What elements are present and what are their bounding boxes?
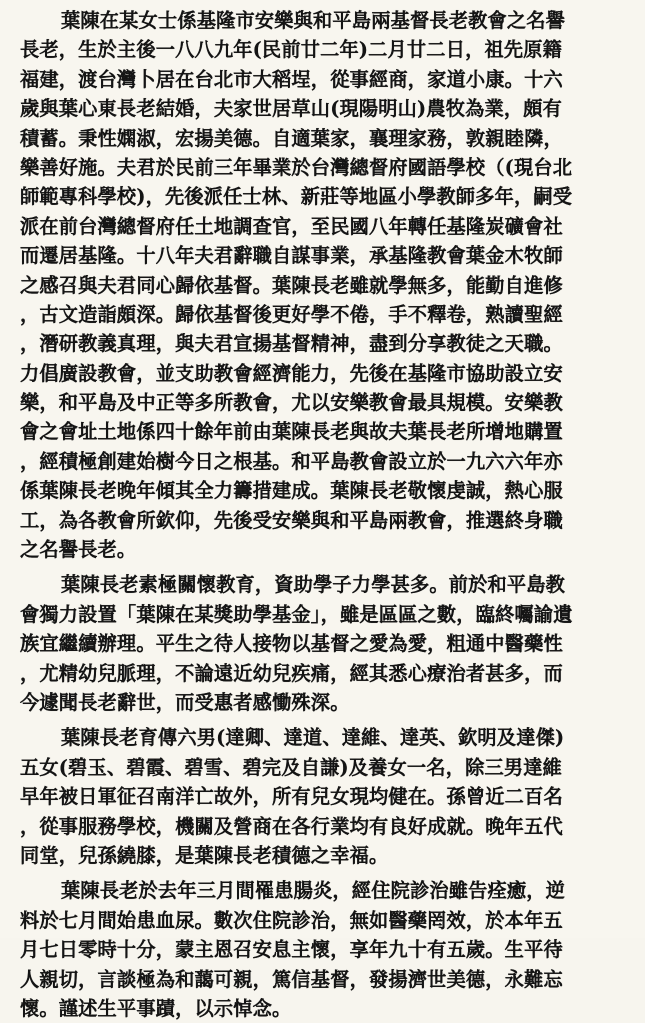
text-line: 早年被日軍征召南洋亡故外，所有兒女現均健在。孫曾近二百名 [20,785,563,809]
text-line: 五女(碧玉、碧霞、碧雪、碧完及自謙)及養女一名，除三男達維 [20,755,563,779]
text-line: 工，為各教會所欽仰，先後受安樂與和平島兩教會，推選終身職 [20,508,563,532]
text-line: 懷。謹述生平事蹟，以示悼念。 [20,996,292,1020]
text-line: 而遷居基隆。十八年夫君辭職自謀事業，承基隆教會葉金木牧師 [20,244,563,268]
paragraph-biography-intro [20,6,631,564]
text-line: 福建，渡台灣卜居在台北市大稻埕，從事經商，家道小康。十六 [20,67,563,91]
text-line: 樂善好施。夫君於民前三年畢業於台灣總督府國語學校（(現台北 [20,155,573,179]
text-line: 之感召與夫君同心歸依基督。葉陳長老雖就學無多，能勤自進修 [20,273,563,297]
biography-text [20,6,631,1023]
text-line: ，從事服務學校，機關及營商在各行業均有良好成就。晚年五代 [20,814,563,838]
paragraph-family [20,723,631,870]
paragraph-education-and-charity [20,570,631,717]
text-line: 葉陳長老素極關懷教育，資助學子力學甚多。前於和平島教 [61,573,566,597]
text-line: 之名譽長老。 [20,538,137,562]
text-line: 料於七月間始患血尿。數次住院診治，無如醫藥罔效，於本年五 [20,908,563,932]
text-line: 長老，生於主後一八八九年(民前廿二年)二月廿二日，祖先原籍 [20,38,563,62]
text-line: 力倡廣設教會，並支助教會經濟能力，先後在基隆市協助設立安 [20,361,563,385]
text-line: ，經積極創建始樹今日之根基。和平島教會設立於一九六六年亦 [20,449,563,473]
text-line: 月七日零時十分，蒙主恩召安息主懷，享年九十有五歲。生平待 [20,938,563,962]
paragraph-passing [20,876,631,1023]
text-line: 葉陳長老育傳六男(達卿、達道、達維、達英、欽明及達傑) [61,726,565,750]
text-line: 派在前台灣總督府任土地調查官，至民國八年轉任基隆炭礦會社 [20,214,563,238]
text-line: 積蓄。秉性嫻淑，宏揚美德。自適葉家，襄理家務，敦親睦隣， [20,126,563,150]
text-line: 葉陳長老於去年三月間罹患腸炎，經住院診治雖告痊癒，逆 [61,879,566,903]
text-line: ，潛研教義真理，與夫君宣揚基督精神，盡到分享教徒之天職。 [20,332,563,356]
text-line: 同堂，兒孫繞膝，是葉陳長老積德之幸福。 [20,843,389,867]
text-line: 今遽聞長老辭世，而受惠者感慟殊深。 [20,690,350,714]
text-line: ，尤精幼兒脈理，不論遠近幼兒疾痛，經其悉心療治者甚多，而 [20,661,563,685]
text-line: 樂，和平島及中正等多所教會，尤以安樂教會最具規模。安樂教 [20,391,563,415]
text-line: 係葉陳長老晚年傾其全力籌措建成。葉陳長老敬懷虔誠，熱心服 [20,479,563,503]
text-line: 會獨力設置「葉陳在某獎助學基金」，雖是區區之數，臨終囑諭遺 [20,602,573,626]
text-line: 會之會址土地係四十餘年前由葉陳長老與故夫葉長老所增地購置 [20,420,563,444]
text-line: ，古文造詣頗深。歸依基督後更好學不倦，手不釋卷，熟讀聖經 [20,302,563,326]
text-line: 葉陳在某女士係基隆市安樂與和平島兩基督長老教會之名譽 [61,9,566,32]
text-line: 族宜繼續辦理。平生之待人接物以基督之愛為愛，粗通中醫藥性 [20,632,563,656]
text-line: 歲與葉心東長老結婚，夫家世居草山(現陽明山)農牧為業，頗有 [20,97,563,121]
text-line: 師範專科學校)，先後派任士林、新莊等地區小學教師多年，嗣受 [20,185,573,209]
text-line: 人親切，言談極為和藹可親，篤信基督，發揚濟世美德，永難忘 [20,967,563,991]
